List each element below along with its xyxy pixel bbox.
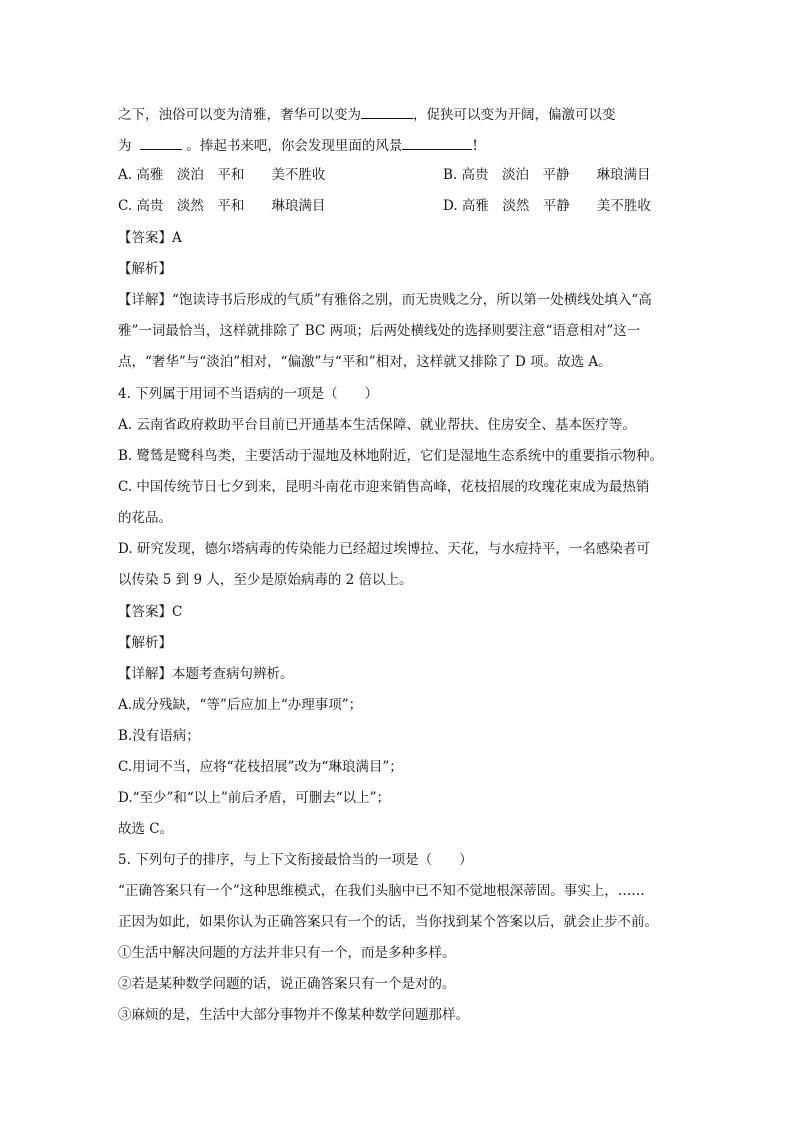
q5-passage-line-1: “正确答案只有一个”这种思维模式，在我们头脑中已不知不觉地根深蒂固。事实上，…… [118,883,645,899]
q3-text-line-2 [118,135,478,155]
q4-explain-b: B.没有语病； [118,728,200,744]
q4-detail: 【详解】本题考查病句辨析。 [118,666,294,682]
q3-line2-part-a: 为 [118,138,132,154]
q3-text-line-1 [118,104,616,124]
q4-stem: 4. 下列属于用词不当语病的一项是（ ） [118,386,379,402]
q3-option-d: D. 高雅 淡然 平静 美不胜收 [443,198,651,214]
q4-option-b: B. 鹭鸶是鹭科鸟类，主要活动于湿地及林地附近，它们是湿地生态系统中的重要指示物种。 [118,448,664,464]
fill-blank-2 [361,104,413,119]
q4-explain-c: C.用词不当，应将“花枝招展”改为“琳琅满目”； [118,759,403,775]
q3-option-a: A. 高雅 淡泊 平和 美不胜收 [118,167,326,183]
q3-detail-line-1: 【详解】“饱读诗书后形成的气质”有雅俗之别，而无贵贱之分，所以第一处横线处填入“高 [118,292,652,308]
q4-explain-d: D.“至少”和“以上”前后矛盾，可删去“以上”； [118,790,391,806]
q4-option-a: A. 云南省政府救助平台目前已开通基本生活保障、就业帮扶、住房安全、基本医疗等。 [118,417,636,433]
q4-option-d-line-2: 以传染 5 到 9 人，至少是原始病毒的 2 倍以上。 [118,572,413,588]
q4-option-c-line-2: 的花品。 [118,510,172,526]
q5-sentence-3: ③麻烦的是，生活中大部分事物并不像某种数学问题那样。 [118,1007,469,1023]
q5-passage-line-2: 正因为如此，如果你认为正确答案只有一个的话，当你找到某个答案以后，就会止步不前。 [118,914,658,930]
q3-detail-line-3: 点，“奢华”与“淡泊”相对，“偏激”与“平和”相对，这样就又排除了 D 项。故选 A。 [118,354,612,370]
q4-answer: 【答案】C [118,604,183,620]
q4-explain-a: A.成分残缺，“等”后应加上“办理事项”； [118,697,363,713]
q3-option-b: B. 高贵 淡泊 平静 琳琅满目 [443,167,651,183]
q3-option-c: C. 高贵 淡然 平和 琳琅满目 [118,198,326,214]
q4-conclusion: 故选 C。 [118,821,174,837]
q4-option-d-line-1: D. 研究发现，德尔塔病毒的传染能力已经超过埃博拉、天花，与水痘持平，一名感染者可 [118,541,650,557]
q3-detail-line-2: 雅”一词最恰当，这样就排除了 BC 两项；后两处横线处的选择则要注意“语意相对”这一 [118,323,641,339]
q3-line2-part-c: ! [472,138,478,154]
q3-answer: 【答案】A [118,230,182,246]
q3-line1-part-a: 之下，浊俗可以变为清雅，奢华可以变为 [118,107,361,123]
q4-option-c-line-1: C. 中国传统节日七夕到来，昆明斗南花市迎来销售高峰，花枝招展的玫瑰花束成为最热销 [118,479,650,495]
q4-analysis-title: 【解析】 [118,635,172,651]
q3-line2-part-b: 。捧起书来吧，你会发现里面的风景 [186,138,403,154]
fill-blank-4 [402,135,472,150]
q5-sentence-1: ①生活中解决问题的方法并非只有一个，而是多种多样。 [118,945,456,961]
q5-sentence-2: ②若是某种数学问题的话，说正确答案只有一个是对的。 [118,976,456,992]
q3-line1-part-b: ，促狭可以变为开阔，偏激可以变 [413,107,616,123]
fill-blank-3 [140,135,182,150]
q5-stem: 5. 下列句子的排序，与上下文衔接最恰当的一项是（ ） [118,852,473,868]
q3-analysis-title: 【解析】 [118,261,172,277]
